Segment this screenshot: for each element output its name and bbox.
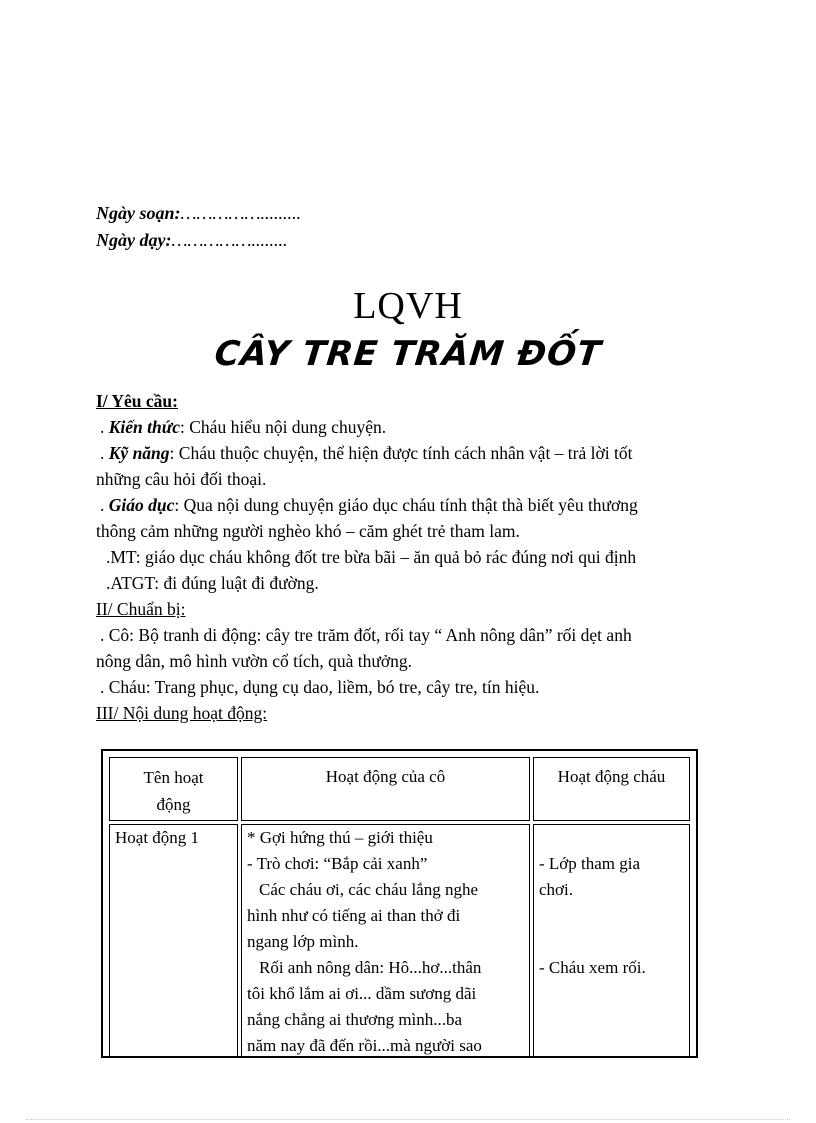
spacer: [539, 929, 684, 955]
date-prepared-line: [96, 203, 301, 224]
header-teacher-activity: Hoạt động của cô: [241, 757, 530, 821]
children-line: chơi.: [539, 880, 574, 899]
section-preparation-heading: II/ Chuẩn bị:: [96, 599, 186, 619]
skills-line: . Kỹ năng: Cháu thuộc chuyện, thể hiện được tính cách nhân vật – trả lời tốt: [100, 443, 633, 463]
date-prepared-label: Ngày soạn:: [96, 203, 181, 223]
children-line: - Lớp tham gia: [539, 854, 641, 873]
spacer: [539, 903, 684, 929]
activity-name-cell: Hoạt động 1: [109, 824, 238, 1058]
lesson-body: [96, 388, 716, 726]
header-activity-name-line1: Tên hoạt: [143, 768, 204, 787]
environment-line: .MT: giáo dục cháu không đốt tre bừa bãi – ăn quả bỏ rác đúng nơi qui định: [106, 547, 637, 567]
date-prepared-value: …………….........: [180, 203, 302, 223]
teacher-preparation-line: . Cô: Bộ tranh di động: cây tre trăm đốt, rối tay “ Anh nông dân” rối dẹt anh: [100, 625, 632, 645]
teacher-preparation-continued: nông dân, mô hình vườn cổ tích, quà thưởng.: [96, 651, 412, 671]
teacher-activity-cell: [241, 824, 530, 1058]
skills-text-continued: những câu hỏi đối thoại.: [96, 469, 267, 489]
education-text-continued: thông cảm những người nghèo khó – căm ghét trẻ tham lam.: [96, 521, 520, 541]
page-bottom-divider: [26, 1119, 790, 1120]
date-taught-line: [96, 230, 288, 251]
knowledge-text: : Cháu hiểu nội dung chuyện.: [180, 417, 387, 437]
activity-table-grid: [106, 754, 693, 1058]
date-taught-label: Ngày dạy:: [96, 230, 172, 250]
header-activity-name-line2: động: [156, 795, 191, 814]
teacher-line: Các cháu ơi, các cháu lắng nghe: [259, 880, 479, 899]
education-label: Giáo dục: [108, 495, 175, 515]
teacher-line: năm nay đã đến rồi...mà người sao: [247, 1036, 482, 1055]
header-children-activity: Hoạt động cháu: [533, 757, 690, 821]
education-text: : Qua nội dung chuyện giáo dục cháu tính thật thà biết yêu thương: [174, 495, 638, 515]
story-title: CÂY TRE TRĂM ĐỐT: [212, 334, 604, 374]
children-line: - Cháu xem rối.: [539, 958, 646, 977]
header-activity-name: [109, 757, 238, 821]
section-requirements-heading: I/ Yêu cầu:: [96, 391, 178, 411]
activity-table: [101, 749, 698, 1058]
date-taught-value: ……………........: [171, 230, 288, 250]
teacher-line: * Gợi hứng thú – giới thiệu: [247, 828, 433, 847]
skills-label: Kỹ năng: [108, 443, 170, 463]
teacher-line: tôi khổ lắm ai ơi... dầm sương dãi: [247, 984, 477, 1003]
education-line: . Giáo dục: Qua nội dung chuyện giáo dục cháu tính thật thà biết yêu thương: [100, 495, 638, 515]
spacer: [539, 825, 684, 851]
traffic-safety-line: .ATGT: đi đúng luật đi đường.: [106, 573, 319, 593]
skills-text: : Cháu thuộc chuyện, thể hiện được tính cách nhân vật – trả lời tốt: [169, 443, 633, 463]
children-activity-cell: [533, 824, 690, 1058]
section-activities-heading: III/ Nội dung hoạt động:: [96, 703, 268, 723]
teacher-line: ngang lớp mình.: [247, 932, 359, 951]
teacher-line: hình như có tiếng ai than thở đi: [247, 906, 461, 925]
document-title: LQVH: [353, 285, 463, 327]
knowledge-label: Kiến thức: [108, 417, 181, 437]
teacher-line: Rối anh nông dân: Hô...hơ...thân: [259, 958, 482, 977]
table-row: [109, 824, 690, 1058]
table-header-row: [109, 757, 690, 821]
teacher-line: nắng chẳng ai thương mình...ba: [247, 1010, 463, 1029]
knowledge-line: . Kiến thức: Cháu hiểu nội dung chuyện.: [100, 417, 387, 437]
teacher-line: - Trò chơi: “Bắp cải xanh”: [247, 854, 428, 873]
children-preparation-line: . Cháu: Trang phục, dụng cụ dao, liềm, bó tre, cây tre, tín hiệu.: [100, 677, 540, 697]
